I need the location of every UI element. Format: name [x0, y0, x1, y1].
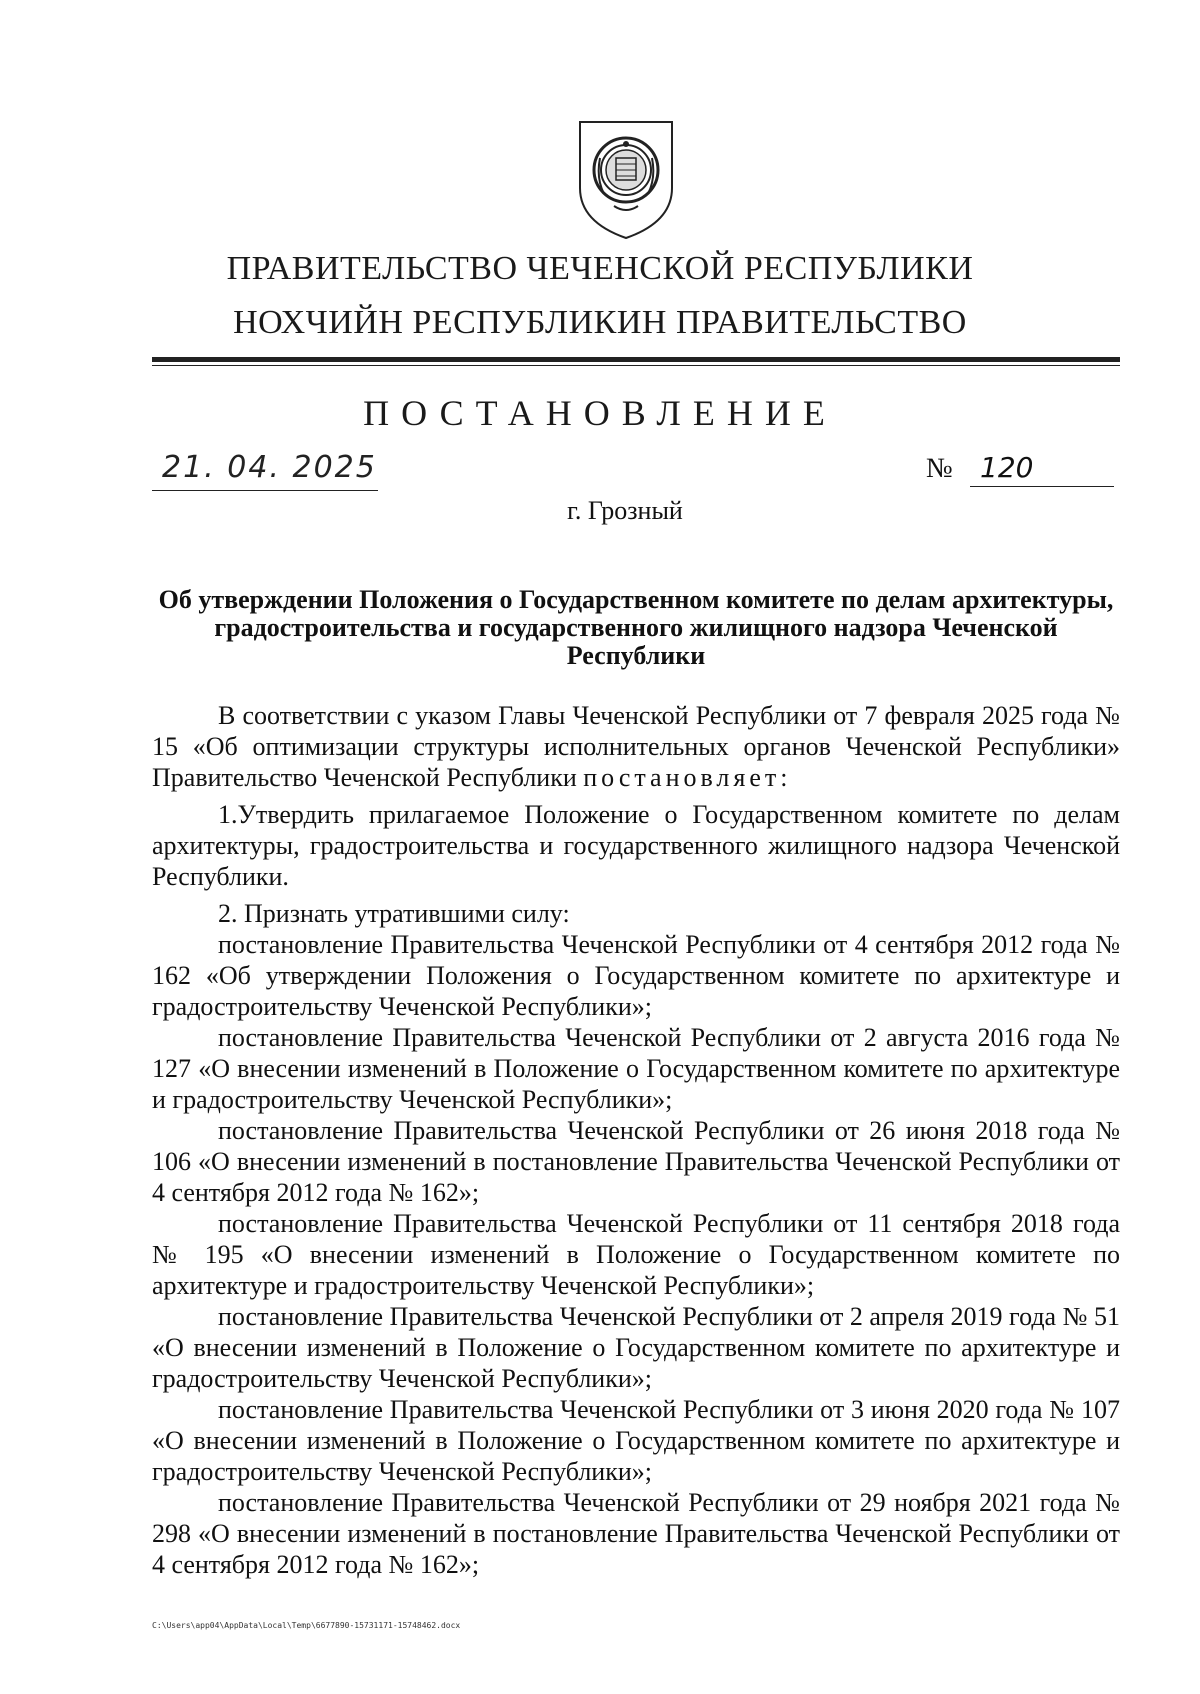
repealed-item: постановление Правительства Чеченской Республики от 2 апреля 2019 года № 51 «О внесении изменений в Положение о Государственном комитете по архитектуре и градостроительству Чеченской Республики»; — [152, 1302, 1120, 1393]
document-city: г. Грозный — [567, 496, 683, 525]
document-number — [926, 450, 1120, 491]
number-label: № — [926, 453, 953, 484]
document-title: Об утверждении Положения о Государственном комитете по делам архитектуры, градостроительства и государственного жилищного надзора Чеченской Республики — [158, 585, 1114, 670]
coat-of-arms-emblem — [574, 118, 678, 242]
item-1: 1.Утвердить прилагаемое Положение о Государственном комитете по делам архитектуры, градостроительства и государственного жилищного надзора Чеченской Республики. — [152, 800, 1120, 891]
document-date: 21. 04. 2025 — [152, 450, 378, 491]
repealed-item: постановление Правительства Чеченской Республики от 2 августа 2016 года № 127 «О внесении изменений в Положение о Государственном комитете по архитектуре и градостроительству Чеченской Республики»; — [152, 1023, 1120, 1114]
repealed-item: постановление Правительства Чеченской Республики от 3 июня 2020 года № 107 «О внесении изменений в Положение о Государственном комитете по архитектуре и градостроительству Чеченской Республики»; — [152, 1395, 1120, 1486]
item-2-heading: 2. Признать утратившими силу: — [218, 899, 570, 928]
header-divider-thick — [152, 357, 1120, 362]
intro-text: В соответствии с указом Главы Чеченской Республики от 7 февраля 2025 года № 15 «Об оптимизации структуры исполнительных органов Чеченской Республики» Правительство Чеченской Республики — [152, 701, 1120, 792]
intro-verb: постановляет: — [583, 763, 792, 792]
header-divider-thin — [152, 365, 1120, 366]
repealed-item: постановление Правительства Чеченской Республики от 26 июня 2018 года № 106 «О внесении изменений в постановление Правительства Чеченской Республики от 4 сентября 2012 года № 162»; — [152, 1116, 1120, 1207]
intro-paragraph — [152, 700, 1120, 793]
document-body — [152, 700, 1120, 1580]
file-path-footer: C:\Users\app04\AppData\Local\Temp\6677890-15731171-15748462.docx — [152, 1621, 461, 1630]
repealed-item: постановление Правительства Чеченской Республики от 29 ноября 2021 года № 298 «О внесении изменений в постановление Правительства Чеченской Республики от 4 сентября 2012 года № 162»; — [152, 1488, 1120, 1579]
repealed-item: постановление Правительства Чеченской Республики от 4 сентября 2012 года № 162 «Об утверждении Положения о Государственном комитете по архитектуре и градостроительству Чеченской Республики»; — [152, 930, 1120, 1021]
government-name-chechen: НОХЧИЙН РЕСПУБЛИКИН ПРАВИТЕЛЬСТВО — [233, 304, 967, 341]
government-name-russian: ПРАВИТЕЛЬСТВО ЧЕЧЕНСКОЙ РЕСПУБЛИКИ — [226, 250, 974, 287]
document-type: ПОСТАНОВЛЕНИЕ — [363, 393, 837, 433]
repealed-item: постановление Правительства Чеченской Республики от 11 сентября 2018 года № 195 «О внесении изменений в Положение о Государственном комитете по архитектуре и градостроительству Чеченской Республики»; — [152, 1209, 1120, 1300]
number-value: 120 — [970, 450, 1114, 487]
